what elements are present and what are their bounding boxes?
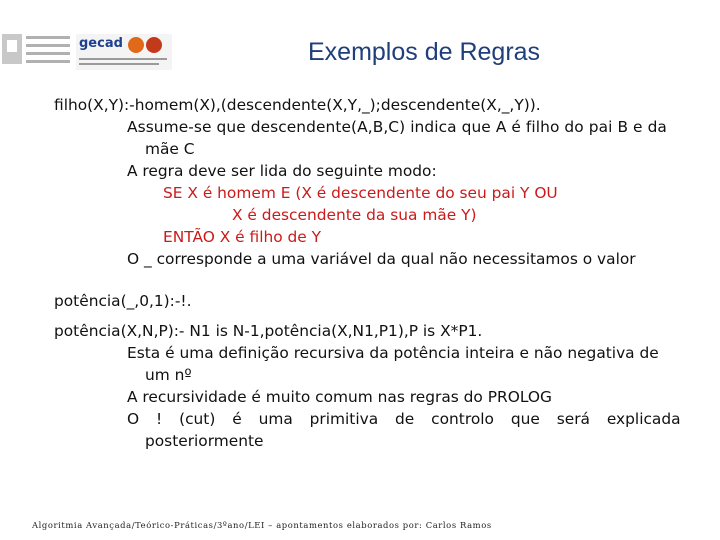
- reading-then: ENTÃO X é filho de Y: [163, 228, 322, 246]
- recursion-note-1: Esta é uma definição recursiva da potência inteira e não negativa de: [127, 344, 659, 362]
- underscore-note: O _ corresponde a uma variável da qual não necessitamos o valor: [127, 250, 636, 268]
- slide-body: [54, 94, 680, 452]
- rule-filho: filho(X,Y):-homem(X),(descendente(X,Y,_);descendente(X,_,Y)).: [54, 96, 541, 114]
- slide-title: Exemplos de Regras: [308, 38, 541, 66]
- cut-note-2: posteriormente: [145, 432, 264, 450]
- prolog-note: A recursividade é muito comum nas regras do PROLOG: [127, 388, 552, 406]
- cut-note-1: O ! (cut) é uma primitiva de controlo que será explicada: [127, 410, 681, 428]
- explanation-line-1: Assume-se que descendente(A,B,C) indica que A é filho do pai B e da: [127, 118, 667, 136]
- recursion-note-2: um nº: [145, 366, 192, 384]
- rule-potencia-recursive: potência(X,N,P):- N1 is N-1,potência(X,N1,P1),P is X*P1.: [54, 322, 483, 340]
- header-logos: [0, 28, 175, 74]
- slide-footer: Algoritmia Avançada/Teórico-Práticas/3ºano/LEI – apontamentos elaborados por: Carlos Ramos: [32, 520, 492, 530]
- reading-or: X é descendente da sua mãe Y): [232, 206, 477, 224]
- isep-logo: [2, 32, 72, 70]
- gecad-logo-mark-1: [128, 37, 144, 53]
- explanation-line-2: mãe C: [145, 140, 195, 158]
- gecad-logo: [76, 34, 172, 70]
- spacer: [54, 270, 680, 290]
- gecad-logo-word: gecad: [79, 36, 123, 51]
- reading-intro: A regra deve ser lida do seguinte modo:: [127, 162, 437, 180]
- rule-potencia-base: potência(_,0,1):-!.: [54, 292, 192, 310]
- gecad-logo-mark-2: [146, 37, 162, 53]
- reading-if: SE X é homem E (X é descendente do seu pai Y OU: [163, 184, 558, 202]
